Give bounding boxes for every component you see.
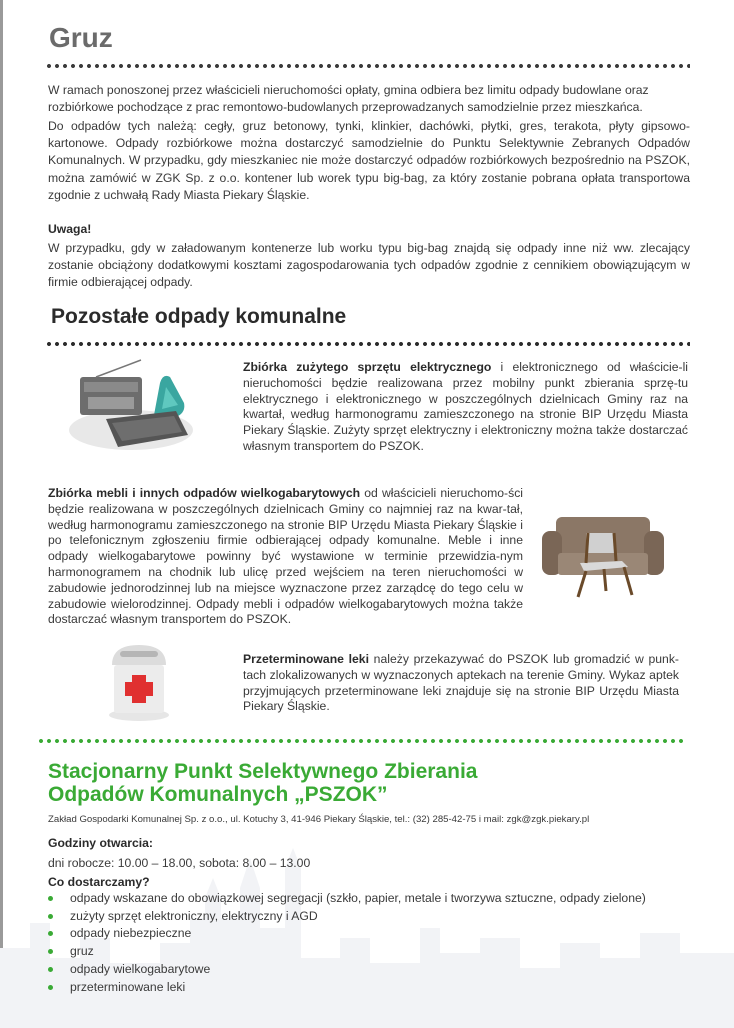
bulky-bold: Zbiórka mebli i innych odpadów wielkogabarytowych	[48, 486, 361, 500]
bullet-icon	[48, 967, 53, 972]
bulky-text: od właścicieli nieruchomo-ści będzie realizowana w poszczególnych dzielnicach Gminy co najmniej raz na kwar-tał, według harmonogramu zamieszczonego na stronie BIP Urzędu Miasta Piekary Śląskie i po telefonicznym zgłoszeniu firmie odbierającej odpady komunalne. Meble i inne odpady wielkogabarytowe powinny być wystawione w terminie przewidzia-nym harmonogramem na chodnik lub ulicę przed wejściem na teren nieruchomości w zabudowie jednorodzinnej lub na miejsce wyznaczone przez zarządcę do tego celu w zabudowie wielorodzinnej. Odpady mebli i odpadów wielkogabarytowych można także dostarczać własnym transportem do PSZOK.	[48, 486, 523, 627]
list-item-text: odpady wskazane do obowiązkowej segregacji (szkło, papier, metale i tworzywa sztuczne, odpady zielone)	[70, 891, 646, 905]
list-item	[48, 961, 646, 979]
bullet-icon	[48, 914, 53, 919]
accepted-label: Co dostarczamy?	[48, 875, 150, 889]
section-title-others: Pozostałe odpady komunalne	[51, 305, 347, 328]
hours-label: Godziny otwarcia:	[48, 836, 153, 850]
green-dotted-divider	[37, 738, 687, 744]
bullet-icon	[48, 949, 53, 954]
list-item	[48, 908, 646, 926]
bullet-icon	[48, 896, 53, 901]
pszok-address: Zakład Gospodarki Komunalnej Sp. z o.o., ul. Kotuchy 3, 41-946 Piekary Śląskie, tel.: (32) 285-42-75 i mail: zgk@zgk.piekary.pl	[48, 814, 590, 825]
electronics-illustration	[66, 355, 196, 455]
electronics-bold: Zbiórka zużytego sprzętu elektrycznego	[243, 360, 492, 374]
list-item	[48, 890, 646, 908]
accepted-list	[48, 890, 646, 996]
list-item	[48, 979, 646, 997]
list-item	[48, 943, 646, 961]
list-item-text: odpady niebezpieczne	[70, 926, 192, 941]
bulky-paragraph	[48, 486, 523, 628]
medicine-bin-illustration	[108, 643, 170, 723]
list-item	[48, 925, 646, 943]
electronics-paragraph	[243, 360, 688, 455]
gruz-note-text: W przypadku, gdy w załadowanym kontenerze lub worku typu big-bag znajdą się odpady inne niż ww. zlecający zostanie obciążony dodatkowymi kosztami zagospodarowania tych odpadów zgodnie z cennikiem obowiązującym w firmie odbierającej odpady.	[48, 241, 690, 290]
pszok-title-line-2: Odpadów Komunalnych „PSZOK”	[48, 783, 388, 806]
bullet-icon	[48, 931, 53, 936]
pszok-title-line-1: Stacjonarny Punkt Selektywnego Zbierania	[48, 760, 478, 783]
list-item-text: odpady wielkogabarytowe	[70, 961, 211, 976]
medicine-paragraph	[243, 652, 679, 715]
section-title-gruz: Gruz	[49, 22, 113, 53]
dotted-divider	[45, 341, 690, 347]
furniture-illustration	[542, 505, 664, 605]
list-item-text: przeterminowane leki	[70, 979, 186, 994]
bullet-icon	[48, 985, 53, 990]
electronics-text: i elektronicznego od właścicie-li nieruchomości będzie realizowana przez mobilny punkt zbierania sprzę-tu elektrycznego i elektronicznego w poszczególnych dzielnicach Gminy raz na kwartał, według harmonogramu zamieszczonego na stronie BIP Urzędu Miasta Piekary Śląskie. Zużyty sprzęt elektryczny i elektroniczny można także dostarczać własnym transportem do PSZOK.	[243, 360, 688, 453]
list-item-text: gruz	[70, 944, 94, 959]
medicine-bold: Przeterminowane leki	[243, 652, 369, 666]
gruz-note-label: Uwaga!	[48, 222, 92, 236]
gruz-paragraph-2: Do odpadów tych należą: cegły, gruz betonowy, tynki, klinkier, dachówki, płytki, gres, terakota, płyty gipsowo-kartonowe. Odpady rozbiórkowe można dostarczyć samodzielnie do Punktu Selektywnie Zebranych Odpadów Komunalnych. W przypadku, gdy mieszkaniec nie może dostarczyć odpadów rozbiórkowych bezpośrednio na PSZOK, można zamówić w ZGK Sp. z o.o. kontener lub worek typu big-bag, za który zostanie pobrana opłata transportowa zgodnie z uchwałą Rady Miasta Piekary Śląskie.	[48, 119, 690, 202]
hours-text: dni robocze: 10.00 – 18.00, sobota: 8.00 – 13.00	[48, 856, 311, 870]
medicine-text: należy przekazywać do PSZOK lub gromadzić w punk-tach zlokalizowanych w wyznaczonych aptekach na terenie Gminy. Wykaz aptek przyjmujących przeterminowane leki znajduje się na stronie BIP Urzędu Miasta Piekary Śląskie.	[243, 652, 679, 714]
pszok-title	[48, 760, 477, 806]
list-item-text: zużyty sprzęt elektroniczny, elektryczny i AGD	[70, 908, 318, 923]
gruz-paragraph-1: W ramach ponoszonej przez właścicieli nieruchomości opłaty, gmina odbiera bez limitu odpady budowlane oraz rozbiórkowe pochodzące z prac remontowo-budowlanych przeprowadzanych samodzielnie przez mieszkańca.	[48, 83, 649, 115]
dotted-divider	[45, 63, 690, 69]
